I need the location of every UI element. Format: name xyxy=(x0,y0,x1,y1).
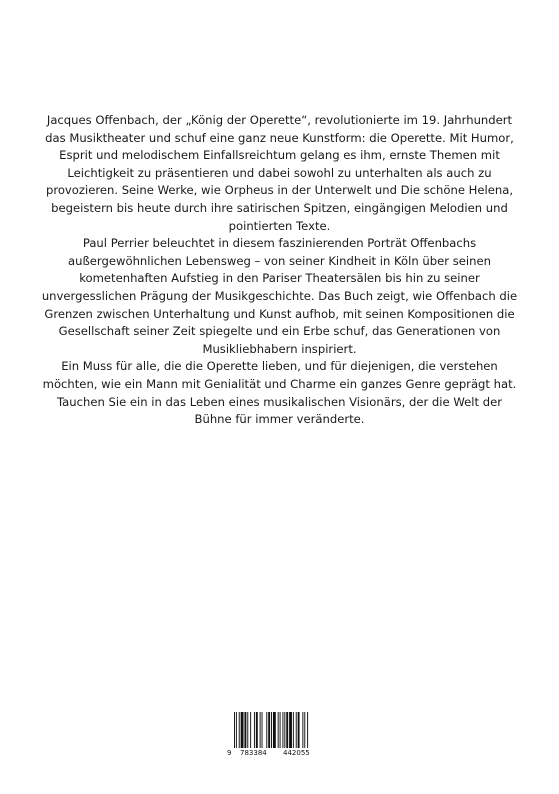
barcode-bar xyxy=(302,712,303,748)
barcode-bar xyxy=(307,712,308,748)
barcode-bar xyxy=(250,712,251,748)
barcode-bar xyxy=(298,712,300,748)
barcode-bars xyxy=(226,711,322,751)
blurb-paragraph-3: Ein Muss für alle, die die Operette lieben, und für diejenigen, die verstehen möchten, wie ein Mann mit Genialität und Charme ein ganzes Genre geprägt hat. Tauchen Sie ein in das Leben eines musikalischen Visionärs, der die Welt der Bühne für immer veränderte. xyxy=(42,359,517,427)
barcode-bar xyxy=(271,712,272,748)
barcode-bar xyxy=(262,712,263,748)
blurb-paragraph-2: Paul Perrier beleuchtet in diesem faszinierenden Porträt Offenbachs außergewöhnlichen Lebensweg – von seiner Kindheit in Köln über seinen kometenhaften Aufstieg in den Pariser Theatersälen bis hin zu seiner unvergesslichen Prägung der Musikgeschichte. Das Buch zeigt, wie Offenbach die Grenzen zwischen Unterhaltung und Kunst aufhob, mit seinen Kompositionen die Gesellschaft seiner Zeit spiegelte und ein Erbe schuf, das Generationen von Musikliebhabern inspiriert. xyxy=(41,236,518,356)
barcode-bar xyxy=(268,712,270,748)
barcode-bar xyxy=(236,712,237,748)
barcode-bar xyxy=(234,712,235,748)
barcode-digit-first: 9 xyxy=(227,749,232,757)
blurb-paragraph-1: Jacques Offenbach, der „König der Operette“, revolutionierte im 19. Jahrhundert das Musiktheater und schuf eine ganz neue Kunstform: die Operette. Mit Humor, Esprit und melodischem Einfallsreichtum gelang es ihm, ernste Themen mit Leichtigkeit zu präsentieren und dabei sowohl zu unterhalten als auch zu provozieren. Seine Werke, wie Orpheus in der Unterwelt und Die schöne Helena, begeistern bis heute durch ihre satirischen Spitzen, eingängigen Melodien und pointierten Texte. xyxy=(45,113,514,233)
barcode-bar xyxy=(296,712,297,748)
barcode-bar xyxy=(256,712,258,748)
barcode-bar xyxy=(293,712,294,748)
barcode-digits xyxy=(226,749,322,761)
barcode-bar xyxy=(247,712,248,748)
barcode-digits-left: 783384 xyxy=(240,749,267,757)
barcode-bar xyxy=(260,712,261,748)
barcode-bar xyxy=(244,712,246,748)
barcode-bar xyxy=(282,712,283,748)
barcode-digits-right: 442055 xyxy=(283,749,310,757)
barcode-bar xyxy=(289,712,292,748)
back-cover-blurb xyxy=(40,112,519,429)
barcode-bar xyxy=(284,712,285,748)
barcode-bar xyxy=(266,712,267,748)
barcode-bar xyxy=(286,712,288,748)
barcode-bar xyxy=(254,712,255,748)
barcode-bar xyxy=(280,712,281,748)
barcode-bar xyxy=(304,712,305,748)
barcode-bar xyxy=(273,712,276,748)
barcode-bar xyxy=(239,712,240,748)
barcode-bar xyxy=(278,712,279,748)
barcode-bar xyxy=(241,712,244,748)
